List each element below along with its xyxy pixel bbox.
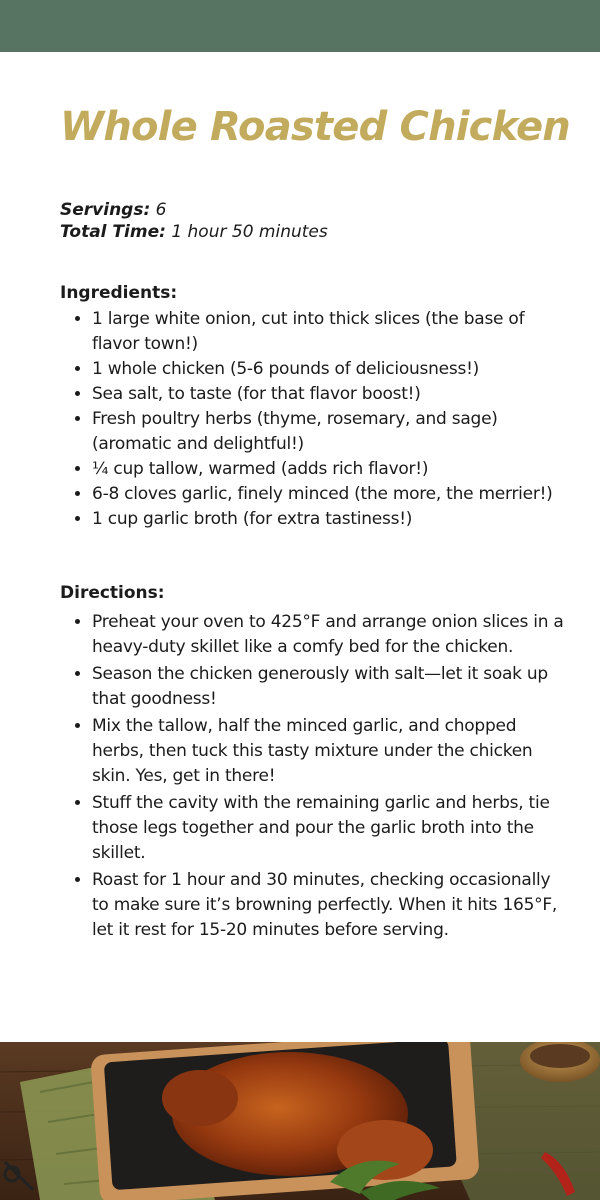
list-item: • Roast for 1 hour and 30 minutes, checking occasionally to make sure it’s browning perfectly. When it hits 165°F, let it rest for 15-20 minutes before serving.	[92, 868, 572, 943]
list-item: • Stuff the cavity with the remaining garlic and herbs, tie those legs together and pour the garlic broth into the skillet.	[92, 791, 572, 866]
recipe-title: Whole Roasted Chicken	[60, 104, 570, 150]
list-item: • 1 large white onion, cut into thick slices (the base of flavor town!)	[92, 307, 572, 357]
list-item: • 1 cup garlic broth (for extra tastiness!)	[92, 507, 572, 532]
roasted-chicken-photo	[0, 1042, 600, 1200]
list-item: • 6-8 cloves garlic, finely minced (the more, the merrier!)	[92, 482, 572, 507]
list-item: • Preheat your oven to 425°F and arrange onion slices in a heavy-duty skillet like a comfy bed for the chicken.	[92, 610, 572, 660]
top-color-bar	[0, 0, 600, 52]
servings-label: Servings:	[60, 200, 151, 220]
list-item: • Mix the tallow, half the minced garlic, and chopped herbs, then tuck this tasty mixture under the chicken skin. Yes, get in there!	[92, 714, 572, 789]
ingredients-heading: Ingredients:	[60, 283, 178, 303]
servings-value: 6	[155, 200, 167, 220]
total-time-value: 1 hour 50 minutes	[171, 222, 328, 242]
list-item: • Sea salt, to taste (for that flavor boost!)	[92, 382, 572, 407]
ingredients-list	[60, 307, 572, 532]
list-item: • ¼ cup tallow, warmed (adds rich flavor!)	[92, 457, 572, 482]
directions-list	[60, 610, 572, 945]
servings-line	[60, 199, 328, 221]
total-time-label: Total Time:	[60, 222, 166, 242]
directions-heading: Directions:	[60, 583, 165, 603]
recipe-meta	[60, 199, 328, 243]
list-item: • 1 whole chicken (5-6 pounds of deliciousness!)	[92, 357, 572, 382]
list-item: • Season the chicken generously with salt—let it soak up that goodness!	[92, 662, 572, 712]
list-item: • Fresh poultry herbs (thyme, rosemary, and sage) (aromatic and delightful!)	[92, 407, 572, 457]
total-time-line	[60, 221, 328, 243]
